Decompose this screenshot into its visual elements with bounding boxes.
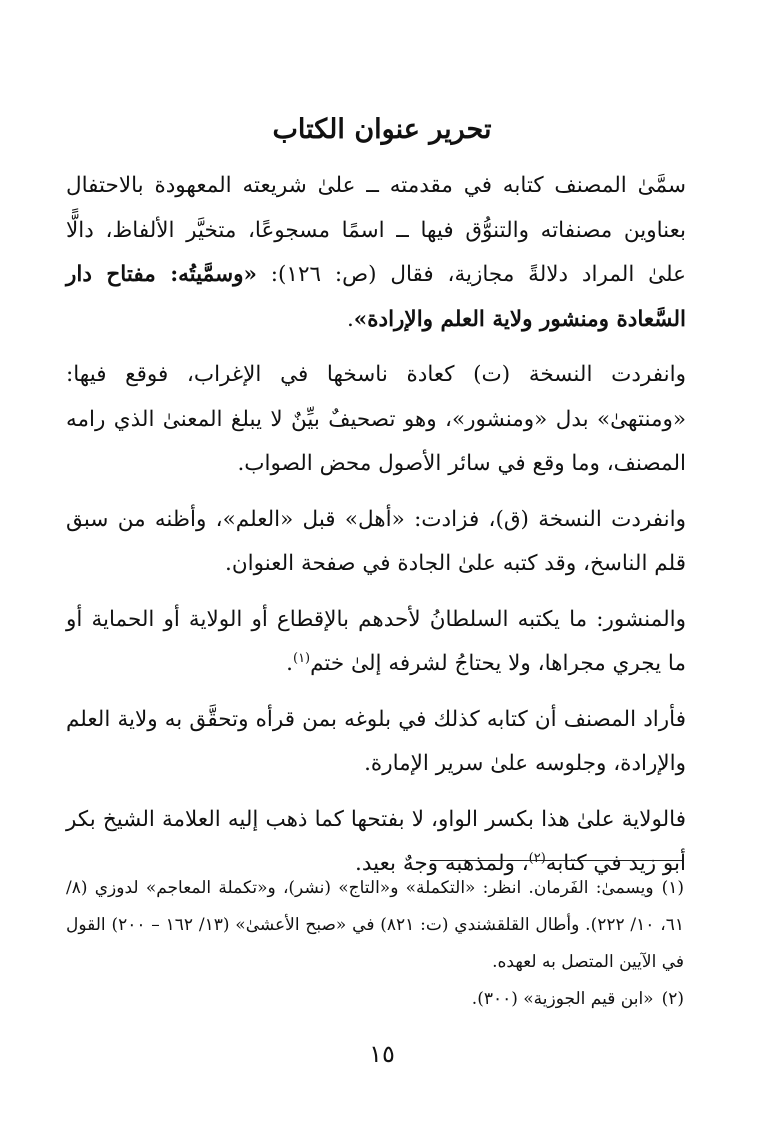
footnote-1-text: ويسمىٰ: الفَرمان. انظر: «التكملة» و«التاج» (نشر)، و«تكملة المعاجم» لدوزي (٨/ ٦١، ١٠/ ٢٢٢). وأطال القلقشندي (ت: ٨٢١) في «صبح الأعشىٰ» (١٣/ ١٦٢ – ٢٠٠) القول في الآيين المتصل به لعهده. bbox=[66, 878, 685, 972]
footnote-divider bbox=[430, 860, 682, 861]
footnote-1 bbox=[66, 870, 684, 981]
footnote-2 bbox=[66, 981, 684, 1018]
paragraph-3 bbox=[66, 498, 686, 587]
paragraph-1-end: . bbox=[346, 306, 354, 332]
footnote-2-number: (٢) bbox=[661, 989, 684, 1009]
footnote-1-number: (١) bbox=[661, 878, 684, 898]
paragraph-4 bbox=[66, 598, 686, 687]
footnotes bbox=[66, 870, 684, 1018]
page-title: تحرير عنوان الكتاب bbox=[272, 114, 492, 146]
paragraph-1 bbox=[66, 164, 686, 342]
page-number: ١٥ bbox=[369, 1040, 395, 1068]
paragraph-2 bbox=[66, 353, 686, 487]
paragraph-3-text: وانفردت النسخة (ق)، فزادت: «أهل» قبل «العلم»، وأظنه من سبق قلم الناسخ، وقد كتبه علىٰ الجادة في صفحة العنوان. bbox=[66, 506, 686, 576]
footnote-ref-2[interactable]: (٢) bbox=[528, 850, 546, 866]
footnote-ref-1[interactable]: (١) bbox=[292, 650, 311, 666]
paragraph-4-text: والمنشور: ما يكتبه السلطانُ لأحدهم بالإقطاع أو الولاية أو الحماية أو ما يجري مجراها، ولا يحتاجُ لشرفه إلىٰ ختم bbox=[66, 606, 686, 676]
footnote-2-text: «ابن قيم الجوزية» (٣٠٠). bbox=[471, 989, 654, 1009]
paragraph-5-text: فأراد المصنف أن كتابه كذلك في بلوغه بمن قرأه وتحقَّق به ولاية العلم والإرادة، وجلوسه علىٰ سرير الإمارة. bbox=[66, 706, 686, 776]
paragraph-2-text: وانفردت النسخة (ت) كعادة ناسخها في الإغراب، فوقع فيها: «ومنتهىٰ» بدل «ومنشور»، وهو تصحيفٌ بيِّنٌ لا يبلغ المعنىٰ الذي رامه المصنف، وما وقع في سائر الأصول محض الصواب. bbox=[66, 362, 686, 476]
book-title-quote: «وسمَّيتُه: مفتاح دار السَّعادة ومنشور ولاية العلم والإرادة» bbox=[66, 262, 686, 332]
paragraph-1-text: سمَّىٰ المصنف كتابه في مقدمته ــ علىٰ شريعته المعهودة بالاحتفال بعناوين مصنفاته والتنوُّق فيها ــ اسمًا مسجوعًا، متخيَّر الألفاظ، دالًّا علىٰ المراد دلالةً مجازية، فقال (ص: ١٢٦): bbox=[66, 173, 686, 287]
paragraph-4-end: . bbox=[286, 651, 293, 676]
paragraph-6-text: فالولاية علىٰ هذا بكسر الواو، لا بفتحها كما ذهب إليه العلامة الشيخ بكر أبو زيد في كتابه bbox=[66, 806, 686, 876]
paragraph-5 bbox=[66, 698, 686, 787]
main-text bbox=[66, 164, 686, 898]
paragraph-6-end: ، ولمذهبه وجهٌ بعيد. bbox=[355, 851, 529, 876]
